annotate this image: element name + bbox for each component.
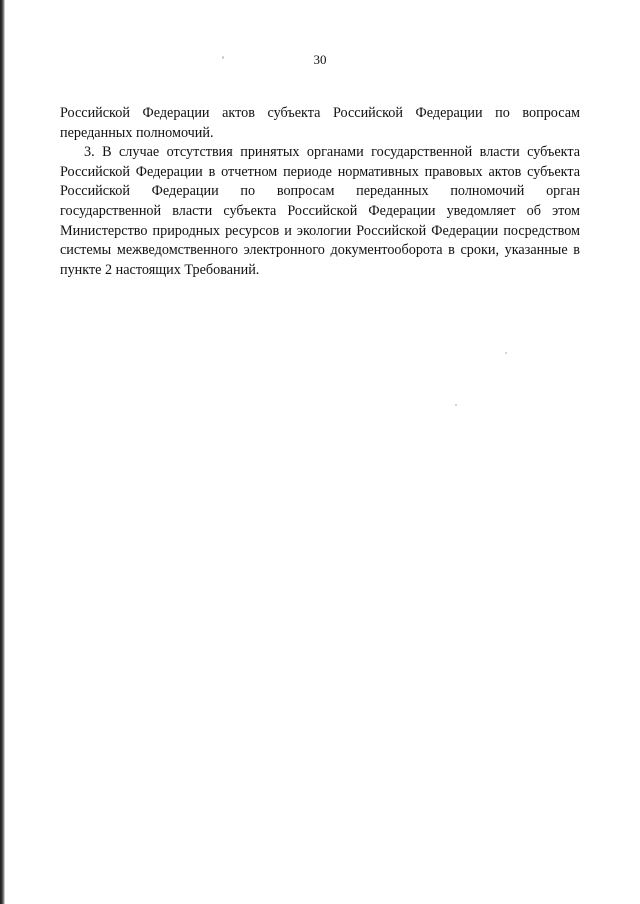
text-line: системы межведомственного электронного документооборота в сроки, указанные в [60, 242, 580, 259]
scan-edge-shadow [0, 0, 5, 904]
text-line: переданных полномочий. [60, 124, 214, 141]
scan-speck [505, 352, 507, 354]
scan-speck [455, 404, 457, 406]
text-line: Российской Федерации актов субъекта Российской Федерации по вопросам [60, 105, 580, 121]
text-line: пункте 2 настоящих Требований. [60, 261, 260, 278]
text-line: государственной власти субъекта Российской Федерации уведомляет об этом [60, 202, 580, 219]
paragraph-start-line: 3. В случае отсутствия принятых органами государственной власти субъекта [84, 144, 580, 161]
text-line: Министерство природных ресурсов и экологии Российской Федерации посредством [60, 222, 580, 239]
text-line: Российской Федерации по вопросам переданных полномочий орган [60, 183, 580, 200]
page-number: 30 [313, 52, 327, 67]
scan-speck [222, 56, 224, 59]
text-line: Российской Федерации в отчетном периоде нормативных правовых актов субъекта [60, 163, 580, 180]
body-text [60, 104, 580, 280]
